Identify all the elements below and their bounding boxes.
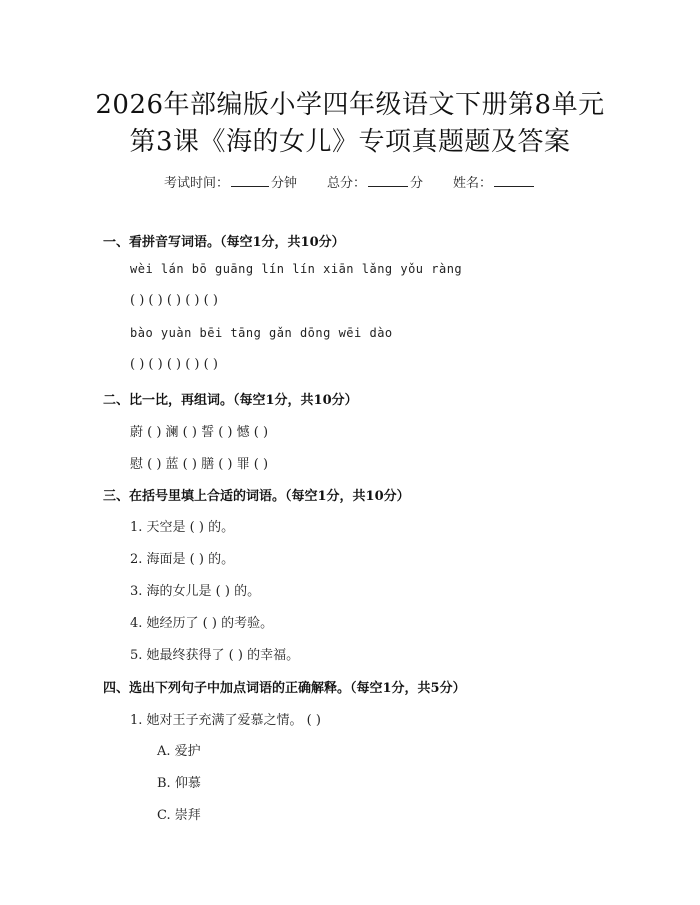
- exam-meta-row: [0, 172, 700, 191]
- section-4-question-1[interactable]: 1. 她对王子充满了爱慕之情。 ( ): [130, 713, 321, 728]
- section-3-item-4[interactable]: 4. 她经历了 ( ) 的考验。: [130, 616, 274, 631]
- section-4-option-c[interactable]: C. 崇拜: [157, 808, 201, 823]
- section-1-answer-blanks-row-1[interactable]: ( ) ( ) ( ) ( ) ( ): [130, 293, 218, 308]
- section-4-option-b[interactable]: B. 仰慕: [157, 776, 201, 791]
- section-4-heading: 四、选出下列句子中加点词语的正确解释。（每空1分，共5分）: [103, 681, 466, 696]
- exam-time-label: 考试时间：: [163, 176, 229, 191]
- exam-time-unit: 分钟: [270, 176, 297, 191]
- section-1-pinyin-row-1: wèi lán bō guāng lín lín xiān lǎng yǒu ràng: [130, 262, 463, 276]
- total-score-label: 总分：: [326, 176, 366, 191]
- section-2-row-1[interactable]: 蔚 ( ) 澜 ( ) 誓 ( ) 憾 ( ): [130, 425, 269, 440]
- page-title-line1: 2026年部编版小学四年级语文下册第8单元: [95, 90, 605, 120]
- section-2-heading: 二、比一比，再组词。（每空1分，共10分）: [103, 393, 358, 408]
- page-title-line2: 第3课《海的女儿》专项真题题及答案: [129, 127, 571, 157]
- student-name-blank[interactable]: [494, 173, 534, 187]
- student-name-label: 姓名：: [453, 176, 493, 191]
- total-score-blank[interactable]: [368, 173, 408, 187]
- exam-time-field: [164, 172, 297, 191]
- section-1-answer-blanks-row-2[interactable]: ( ) ( ) ( ) ( ) ( ): [130, 357, 218, 372]
- section-4-option-a[interactable]: A. 爱护: [157, 744, 201, 759]
- section-3-item-2[interactable]: 2. 海面是 ( ) 的。: [130, 552, 235, 567]
- exam-time-blank[interactable]: [231, 173, 269, 187]
- section-3-heading: 三、在括号里填上合适的词语。（每空1分，共10分）: [103, 489, 410, 504]
- section-1-heading: 一、看拼音写词语。（每空1分，共10分）: [103, 235, 345, 250]
- section-3-item-5[interactable]: 5. 她最终获得了 ( ) 的幸福。: [130, 648, 300, 663]
- total-score-field: [327, 172, 423, 191]
- student-name-field: [453, 172, 536, 191]
- total-score-unit: 分: [410, 176, 424, 191]
- section-3-item-3[interactable]: 3. 海的女儿是 ( ) 的。: [130, 584, 261, 599]
- section-3-item-1[interactable]: 1. 天空是 ( ) 的。: [130, 520, 235, 535]
- section-2-row-2[interactable]: 慰 ( ) 蓝 ( ) 膳 ( ) 罪 ( ): [130, 457, 269, 472]
- section-1-pinyin-row-2: bào yuàn bēi tāng gǎn dōng wēi dào: [130, 326, 393, 340]
